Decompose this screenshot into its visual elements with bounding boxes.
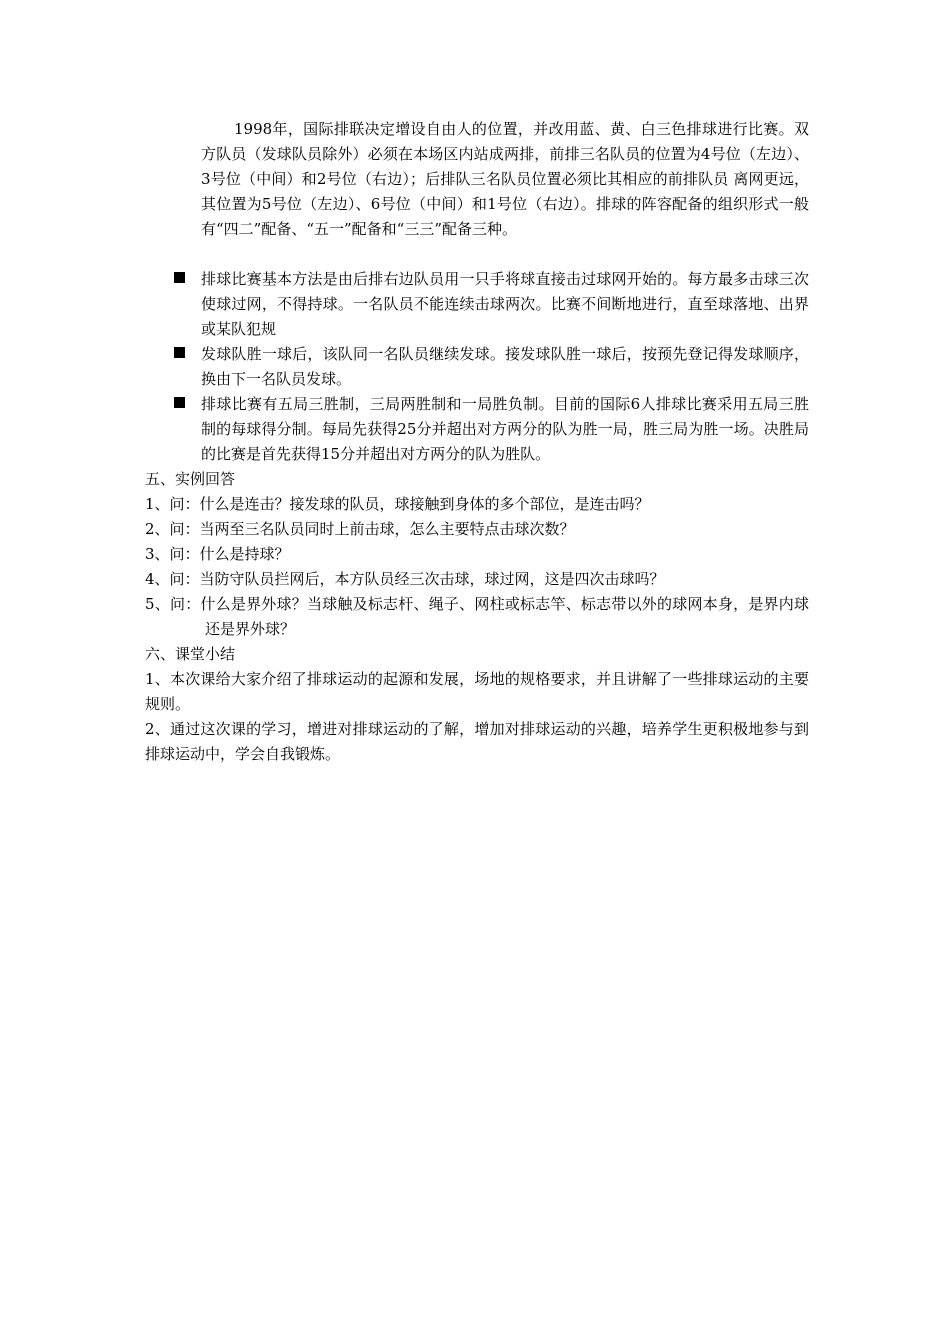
- bullet-item-scoring: 排球比赛有五局三胜制，三局两胜制和一局胜负制。目前的国际6人排球比赛采用五局三胜制的每球得分制。每局先获得25分并超出对方两分的队为胜一局，胜三局为胜一场。决胜局的比赛是首先获得15分并超出对方两分的队为胜队。: [201, 395, 809, 463]
- section-heading-examples: 五、实例回答: [145, 470, 236, 488]
- bullet-item-serve-order: 发球队胜一球后，该队同一名队员继续发球。接发球队胜一球后，按预先登记得发球顺序，换由下一名队员发球。: [201, 345, 809, 388]
- question-item: 1、问：什么是连击？接发球的队员，球接触到身体的多个部位，是连击吗？: [145, 495, 650, 513]
- intro-paragraph: 1998年，国际排联决定增设自由人的位置，并改用蓝、黄、白三色排球进行比赛。双方队员（发球队员除外）必须在本场区内站成两排，前排三名队员的位置为4号位（左边）、3号位（中间）和2号位（右边）；后排队三名队员位置必须比其相应的前排队员 离网更远，其位置为5号位（左边）、6号位（中间）和1号位（右边）。排球的阵容配备的组织形式一般有“四二”配备、“五一”配备和“三三”配备三种。: [201, 120, 809, 238]
- summary-item: 2、通过这次课的学习，增进对排球运动的了解，增加对排球运动的兴趣，培养学生更积极地参与到排球运动中，学会自我锻炼。: [145, 720, 809, 763]
- bullet-square-icon: [174, 347, 185, 358]
- bullet-square-icon: [174, 272, 185, 283]
- summary-item: 1、本次课给大家介绍了排球运动的起源和发展，场地的规格要求，并且讲解了一些排球运动的主要规则。: [145, 670, 809, 713]
- question-item: 5、问：什么是界外球？当球触及标志杆、绳子、网柱或标志竿、标志带以外的球网本身，是界内球还是界外球？: [145, 595, 809, 638]
- question-item: 2、问：当两至三名队员同时上前击球，怎么主要特点击球次数？: [145, 520, 575, 538]
- bullet-square-icon: [174, 397, 185, 408]
- question-item: 3、问：什么是持球？: [145, 545, 290, 563]
- question-item: 4、问：当防守队员拦网后，本方队员经三次击球，球过网，这是四次击球吗？: [145, 570, 665, 588]
- bullet-item-rules-basic: 排球比赛基本方法是由后排右边队员用一只手将球直接击过球网开始的。每方最多击球三次使球过网，不得持球。一名队员不能连续击球两次。比赛不间断地进行，直至球落地、出界或某队犯规: [201, 270, 809, 338]
- section-heading-summary: 六、课堂小结: [145, 645, 236, 663]
